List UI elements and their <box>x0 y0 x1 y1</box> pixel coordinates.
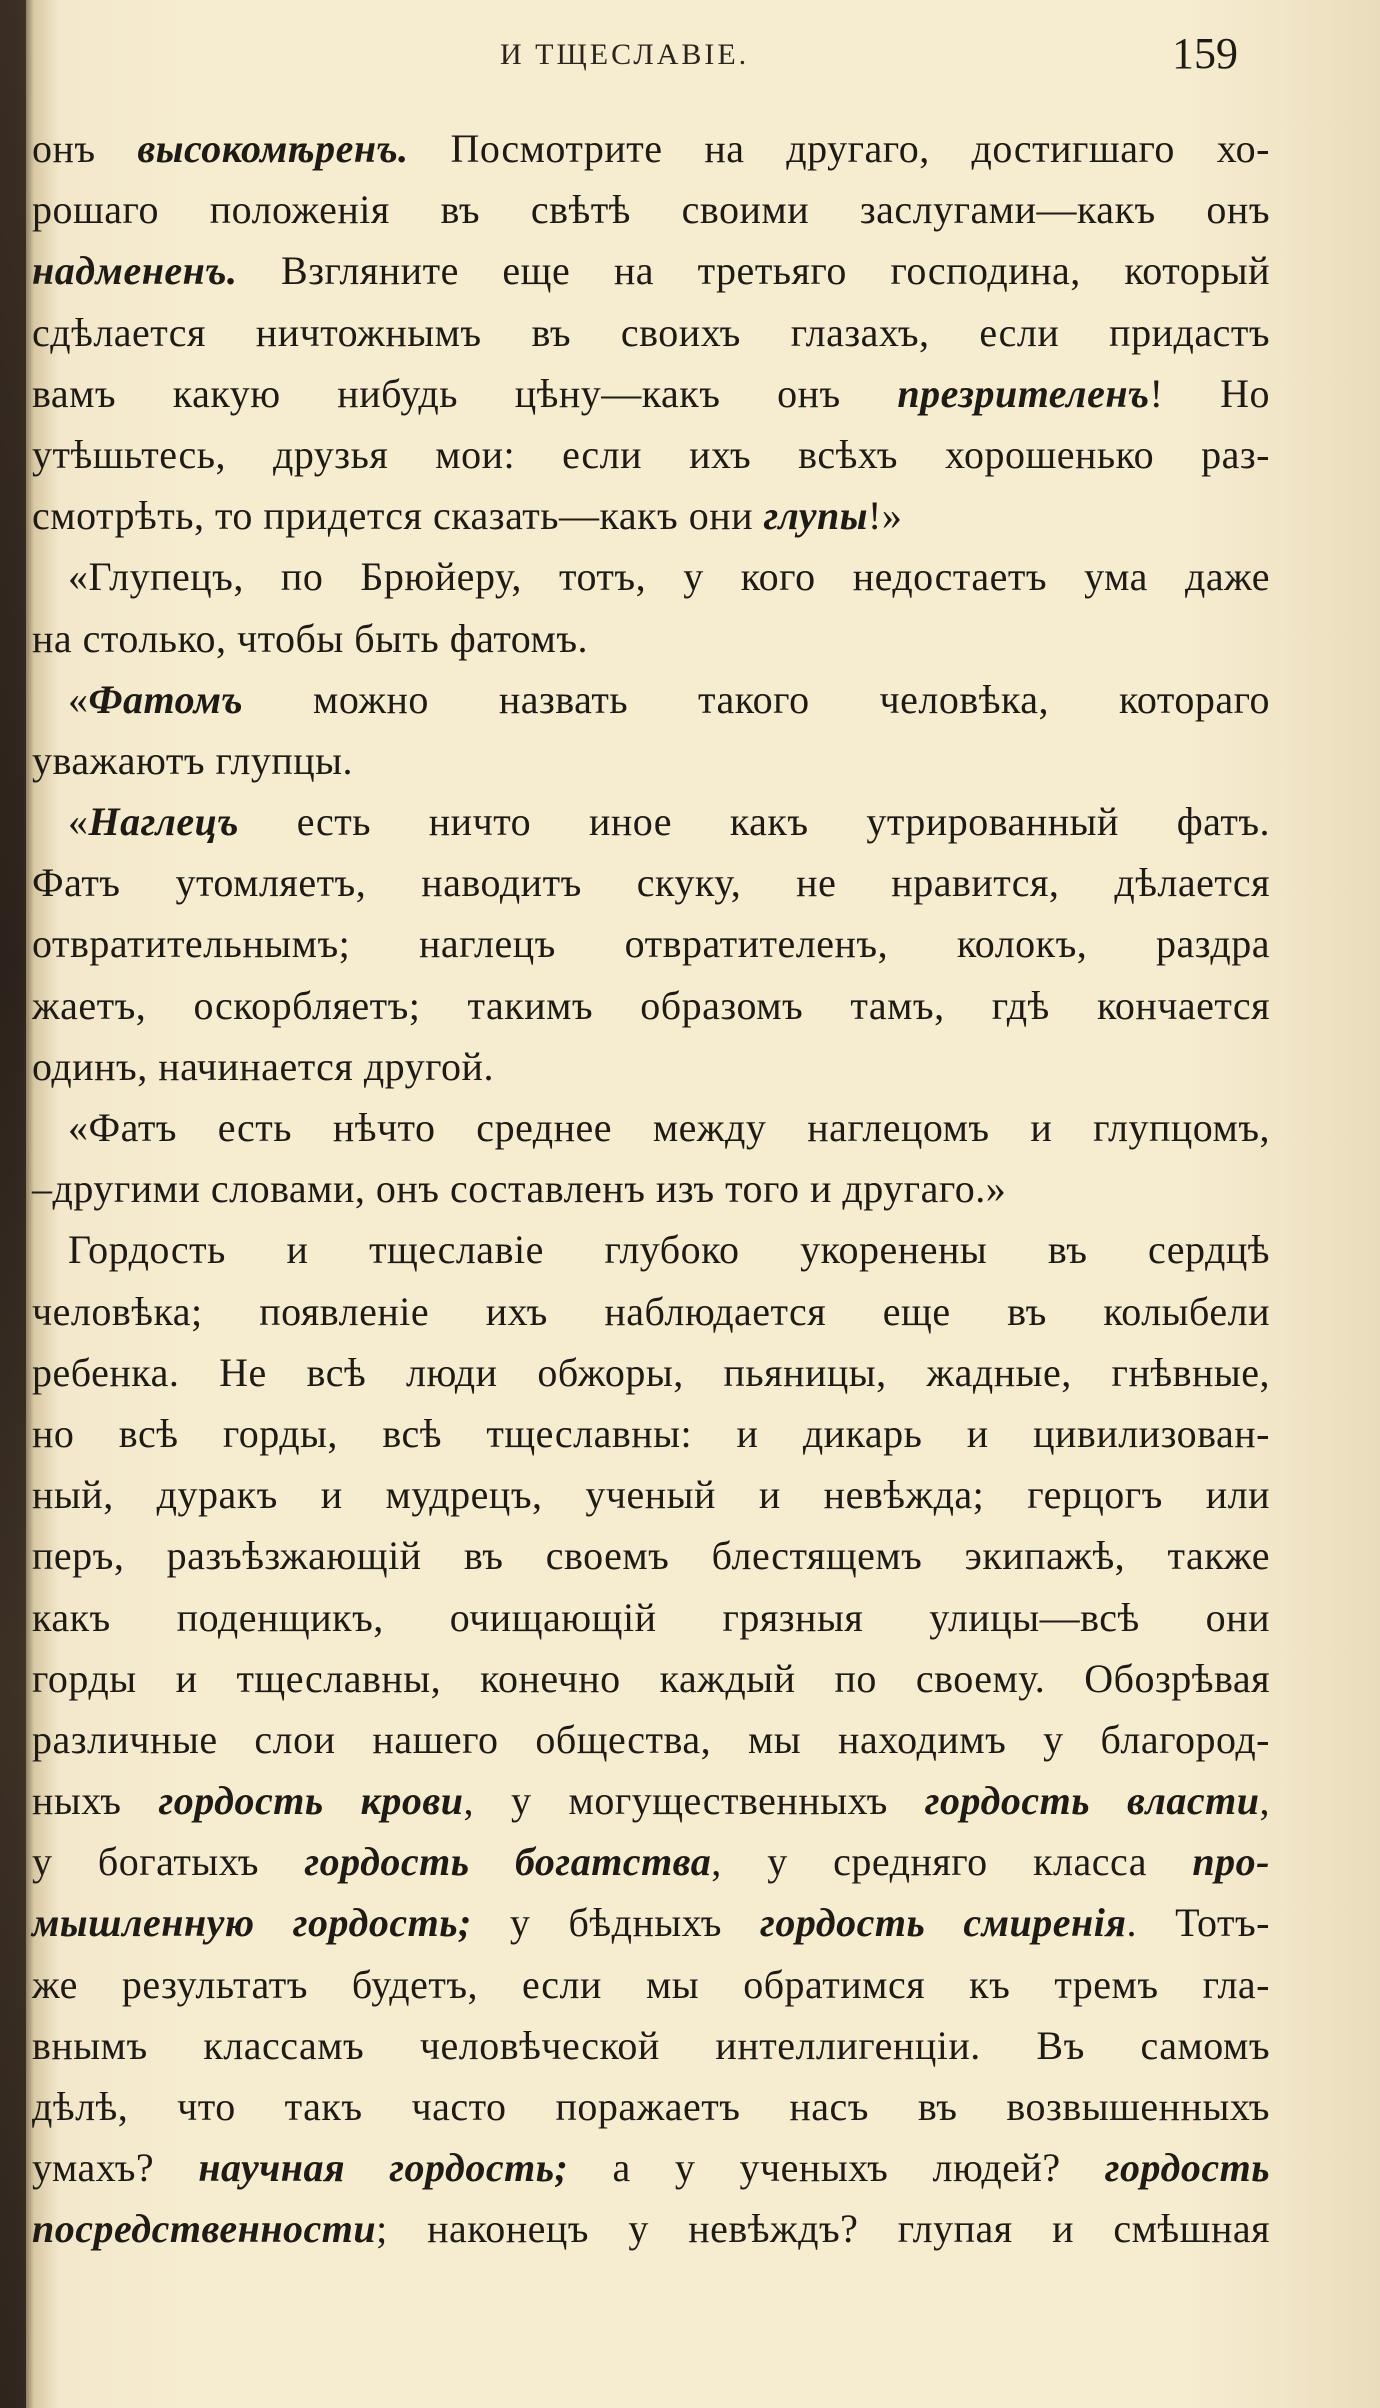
text-line <box>32 546 1270 607</box>
text-line <box>32 1097 1270 1158</box>
text-segment: Посмотрите на другаго, достигшаго хо- <box>408 126 1270 171</box>
italic-phrase: гордость крови <box>158 1778 464 1824</box>
text-line <box>32 485 1270 546</box>
text-segment: внымъ классамъ человѣческой интеллигенціи. Въ самомъ <box>32 2022 1270 2068</box>
text-line <box>32 2015 1270 2076</box>
text-segment: рошаго положенія въ свѣтѣ своими заслугами—какъ онъ <box>32 187 1270 233</box>
text-segment: « <box>68 676 89 722</box>
text-segment: ный, дуракъ и мудрецъ, ученый и невѣжда; герцогъ или <box>32 1472 1270 1518</box>
text-line <box>32 240 1270 301</box>
text-segment: у богатыхъ <box>32 1839 305 1885</box>
italic-phrase: Фатомъ <box>88 676 244 722</box>
text-segment: сдѣлается ничтожнымъ въ своихъ глазахъ, если придастъ <box>32 309 1270 355</box>
text-segment: у бѣдныхъ <box>471 1900 761 1946</box>
text-line <box>32 1770 1270 1831</box>
text-line <box>32 1219 1270 1280</box>
italic-phrase: мышленную гордость; <box>32 1900 472 1946</box>
text-segment: смотрѣть, то придется сказать—какъ они <box>32 493 764 539</box>
text-segment: , у средняго класса <box>711 1839 1193 1885</box>
text-line <box>32 424 1270 485</box>
italic-phrase: посредственности <box>32 2206 377 2252</box>
italic-phrase: гордость богатства <box>304 1839 712 1885</box>
text-segment: отвратительнымъ; наглецъ отвратителенъ, колокъ, раздра <box>32 921 1270 967</box>
text-line <box>32 1954 1270 2015</box>
text-segment: перъ, разъѣзжающій въ своемъ блестящемъ экипажѣ, также <box>32 1533 1270 1579</box>
running-head: И ТЩЕСЛАВІЕ. <box>500 38 750 71</box>
text-segment: на столько, чтобы быть фатомъ. <box>32 615 589 661</box>
italic-phrase: Наглецъ <box>88 799 239 845</box>
italic-phrase: гордость <box>1104 2145 1270 2191</box>
text-line <box>32 363 1270 424</box>
italic-phrase: гордость власти <box>924 1778 1260 1824</box>
text-line <box>32 1158 1270 1219</box>
italic-phrase: презрителенъ <box>897 370 1150 416</box>
text-line <box>32 1464 1270 1525</box>
text-segment: «Глупецъ, по Брюйеру, тотъ, у кого недостаетъ ума даже <box>68 554 1270 600</box>
text-segment: –другими словами, онъ составленъ изъ того и другаго.» <box>32 1166 1007 1212</box>
text-segment: ныхъ <box>32 1778 159 1824</box>
text-line <box>32 179 1270 240</box>
text-segment: же результатъ будетъ, если мы обратимся къ тремъ гла- <box>32 1961 1270 2007</box>
text-segment: можно назвать такого человѣка, котораго <box>243 676 1270 722</box>
text-segment: « <box>68 799 89 845</box>
text-line <box>32 1709 1270 1770</box>
text-segment: человѣка; появленіе ихъ наблюдается еще въ колыбели <box>32 1288 1270 1334</box>
text-segment: ! Но <box>1149 370 1270 416</box>
text-line <box>32 730 1270 791</box>
text-segment: онъ <box>32 126 138 171</box>
text-segment: одинъ, начинается другой. <box>32 1043 494 1089</box>
text-segment: утѣшьтесь, друзья мои: если ихъ всѣхъ хорошенько раз- <box>32 431 1270 477</box>
text-line <box>32 1036 1270 1097</box>
text-line <box>32 1648 1270 1709</box>
text-line <box>32 791 1270 852</box>
text-segment: , у могущественныхъ <box>463 1778 925 1824</box>
book-spine-shadow <box>0 0 26 2408</box>
text-segment: ; наконецъ у невѣждъ? глупая и смѣшная <box>376 2206 1270 2252</box>
text-segment: Фатъ утомляетъ, наводитъ скуку, не нравится, дѣлается <box>32 860 1270 906</box>
text-segment: но всѣ горды, всѣ тщеславны: и дикарь и цивилизован- <box>32 1410 1270 1456</box>
text-segment: ребенка. Не всѣ люди обжоры, пьяницы, жадные, гнѣвные, <box>32 1349 1270 1395</box>
text-line <box>32 975 1270 1036</box>
italic-phrase: научная гордость; <box>198 2145 569 2191</box>
text-segment: Взгляните еще на третьяго господина, который <box>237 248 1270 294</box>
text-line <box>32 913 1270 974</box>
text-line <box>32 2076 1270 2137</box>
italic-phrase: надмененъ. <box>32 248 238 294</box>
text-segment: различные слои нашего общества, мы находимъ у благород- <box>32 1716 1270 1762</box>
text-line <box>32 2137 1270 2198</box>
text-segment: есть ничто иное какъ утрированный фатъ. <box>238 799 1270 845</box>
italic-phrase: глупы <box>763 493 869 539</box>
text-line <box>32 852 1270 913</box>
text-line <box>32 1403 1270 1464</box>
text-line <box>32 1831 1270 1892</box>
text-line <box>32 1892 1270 1953</box>
text-line <box>32 1281 1270 1342</box>
text-segment: жаетъ, оскорбляетъ; такимъ образомъ тамъ, гдѣ кончается <box>32 982 1270 1028</box>
italic-phrase: про- <box>1192 1839 1270 1885</box>
text-line <box>32 302 1270 363</box>
text-segment: вамъ какую нибудь цѣну—какъ онъ <box>32 370 898 416</box>
text-segment: , <box>1259 1778 1270 1824</box>
text-line <box>32 118 1270 179</box>
text-segment: уважаютъ глупцы. <box>32 737 354 783</box>
text-segment: а у ученыхъ людей? <box>568 2145 1105 2191</box>
text-line <box>32 608 1270 669</box>
body-text <box>32 118 1270 2260</box>
text-segment: !» <box>868 493 903 539</box>
page-number: 159 <box>1172 29 1238 78</box>
text-line <box>32 669 1270 730</box>
text-line <box>32 2198 1270 2259</box>
text-line <box>32 1587 1270 1648</box>
text-segment: «Фатъ есть нѣчто среднее между наглецомъ и глупцомъ, <box>68 1105 1270 1150</box>
text-line <box>32 1525 1270 1586</box>
italic-phrase: гордость смиренія <box>760 1900 1127 1946</box>
text-segment: умахъ? <box>32 2145 199 2191</box>
text-segment: какъ поденщикъ, очищающій грязныя улицы—всѣ они <box>32 1594 1270 1640</box>
text-segment: дѣлѣ, что такъ часто поражаетъ насъ въ возвышенныхъ <box>32 2084 1270 2129</box>
text-segment: горды и тщеславны, конечно каждый по своему. Обозрѣвая <box>32 1655 1270 1701</box>
italic-phrase: высокомѣренъ. <box>137 126 409 171</box>
text-segment: Гордость и тщеславіе глубоко укоренены въ сердцѣ <box>68 1227 1270 1273</box>
text-segment: . Тотъ- <box>1126 1900 1270 1946</box>
text-line <box>32 1342 1270 1403</box>
page-header <box>0 28 1380 88</box>
